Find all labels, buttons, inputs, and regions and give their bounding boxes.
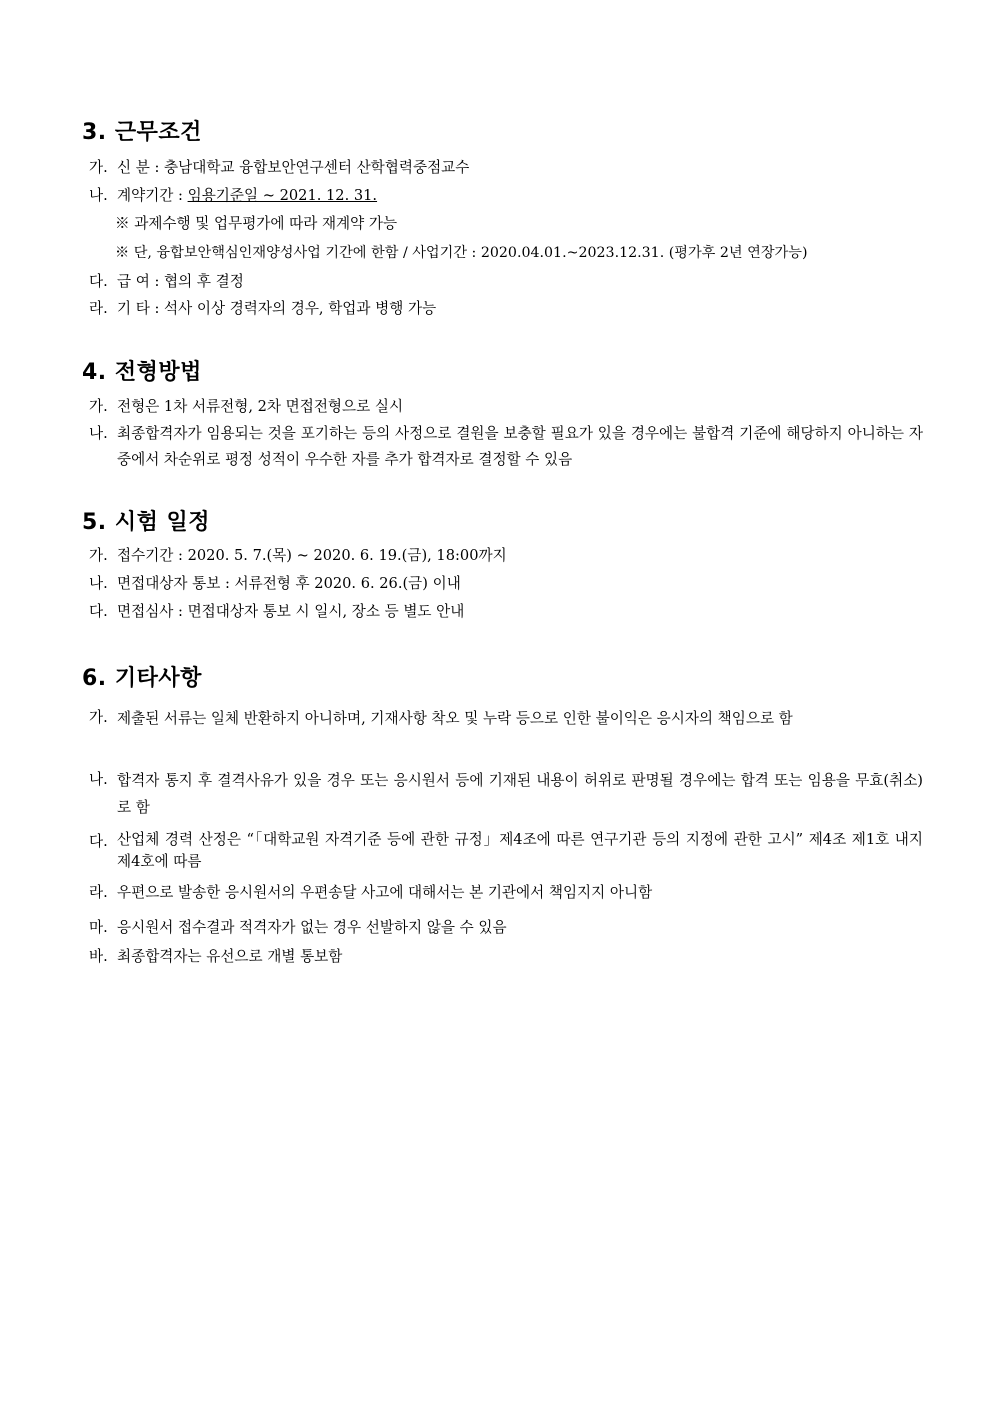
item-marker: 나. (89, 187, 108, 204)
item-marker: 가. (89, 547, 108, 564)
mail-accident-line: 우편으로 발송한 응시원서의 우편송달 사고에 대해서는 본 기관에서 책임지지 아니함 (117, 884, 653, 901)
item-marker: 바. (89, 948, 108, 965)
no-qualified-line: 응시원서 접수결과 적격자가 없는 경우 선발하지 않을 수 있음 (117, 919, 507, 936)
item-marker: 가. (89, 398, 108, 415)
item-marker: 마. (89, 919, 108, 936)
item-marker: 나. (89, 575, 108, 592)
application-period-line: 접수기간 : 2020. 5. 7.(목) ~ 2020. 6. 19.(금), 18:00까지 (117, 547, 507, 564)
final-notice-line: 최종합격자는 유선으로 개별 통보함 (117, 948, 343, 965)
item-marker: 나. (89, 771, 108, 788)
section-4-heading: 4. 전형방법 (82, 360, 202, 385)
section-5-heading: 5. 시험 일정 (82, 510, 210, 535)
contract-period-value: 임용기준일 ~ 2021. 12. 31. (187, 187, 378, 204)
section-3-heading: 3. 근무조건 (82, 120, 202, 145)
item-marker: 다. (89, 603, 108, 620)
interview-notice-line: 면접대상자 통보 : 서류전형 후 2020. 6. 26.(금) 이내 (117, 575, 461, 592)
salary-line: 급 여 : 협의 후 결정 (117, 273, 244, 290)
note-project-period: ※ 단, 융합보안핵심인재양성사업 기간에 한함 / 사업기간 : 2020.04.01.~2023.12.31. (평가후 2년 연장가능) (115, 245, 808, 261)
section-6-heading: 6. 기타사항 (82, 666, 202, 691)
item-marker: 가. (89, 159, 108, 176)
contract-period-label: 계약기간 : (117, 187, 188, 204)
interview-review-line: 면접심사 : 면접대상자 통보 시 일시, 장소 등 별도 안내 (117, 603, 465, 620)
screening-line: 전형은 1차 서류전형, 2차 면접전형으로 실시 (117, 398, 404, 415)
item-marker: 가. (89, 709, 108, 726)
item-marker: 다. (89, 273, 108, 290)
documents-not-returned-paragraph: 제출된 서류는 일체 반환하지 아니하며, 기재사항 착오 및 누락 등으로 인한 불이익은 응시자의 책임으로 함 (117, 710, 793, 727)
contract-period-line (117, 186, 377, 206)
position-line: 신 분 : 충남대학교 융합보안연구센터 산학협력중점교수 (117, 159, 470, 176)
item-marker: 나. (89, 425, 108, 442)
career-calculation-paragraph: 산업체 경력 산정은 “「대학교원 자격기준 등에 관한 규정」제4조에 따른 연구기관 등의 지정에 관한 고시” 제4조 제1호 내지 제4호에 따름 (117, 831, 923, 870)
note-recontract: ※ 과제수행 및 업무평가에 따라 재계약 가능 (115, 215, 398, 232)
item-marker: 라. (89, 884, 108, 901)
disqualification-paragraph: 합격자 통지 후 결격사유가 있을 경우 또는 응시원서 등에 기재된 내용이 허위로 판명될 경우에는 합격 또는 임용을 무효(취소)로 함 (117, 772, 923, 816)
other-line: 기 타 : 석사 이상 경력자의 경우, 학업과 병행 가능 (117, 300, 437, 317)
additional-pass-paragraph: 최종합격자가 임용되는 것을 포기하는 등의 사정으로 결원을 보충할 필요가 있을 경우에는 불합격 기준에 해당하지 아니하는 자 중에서 차순위로 평정 성적이 우수한 자를 추가 합격자로 결정할 수 있음 (117, 425, 923, 468)
item-marker: 다. (89, 833, 108, 850)
item-marker: 라. (89, 300, 108, 317)
